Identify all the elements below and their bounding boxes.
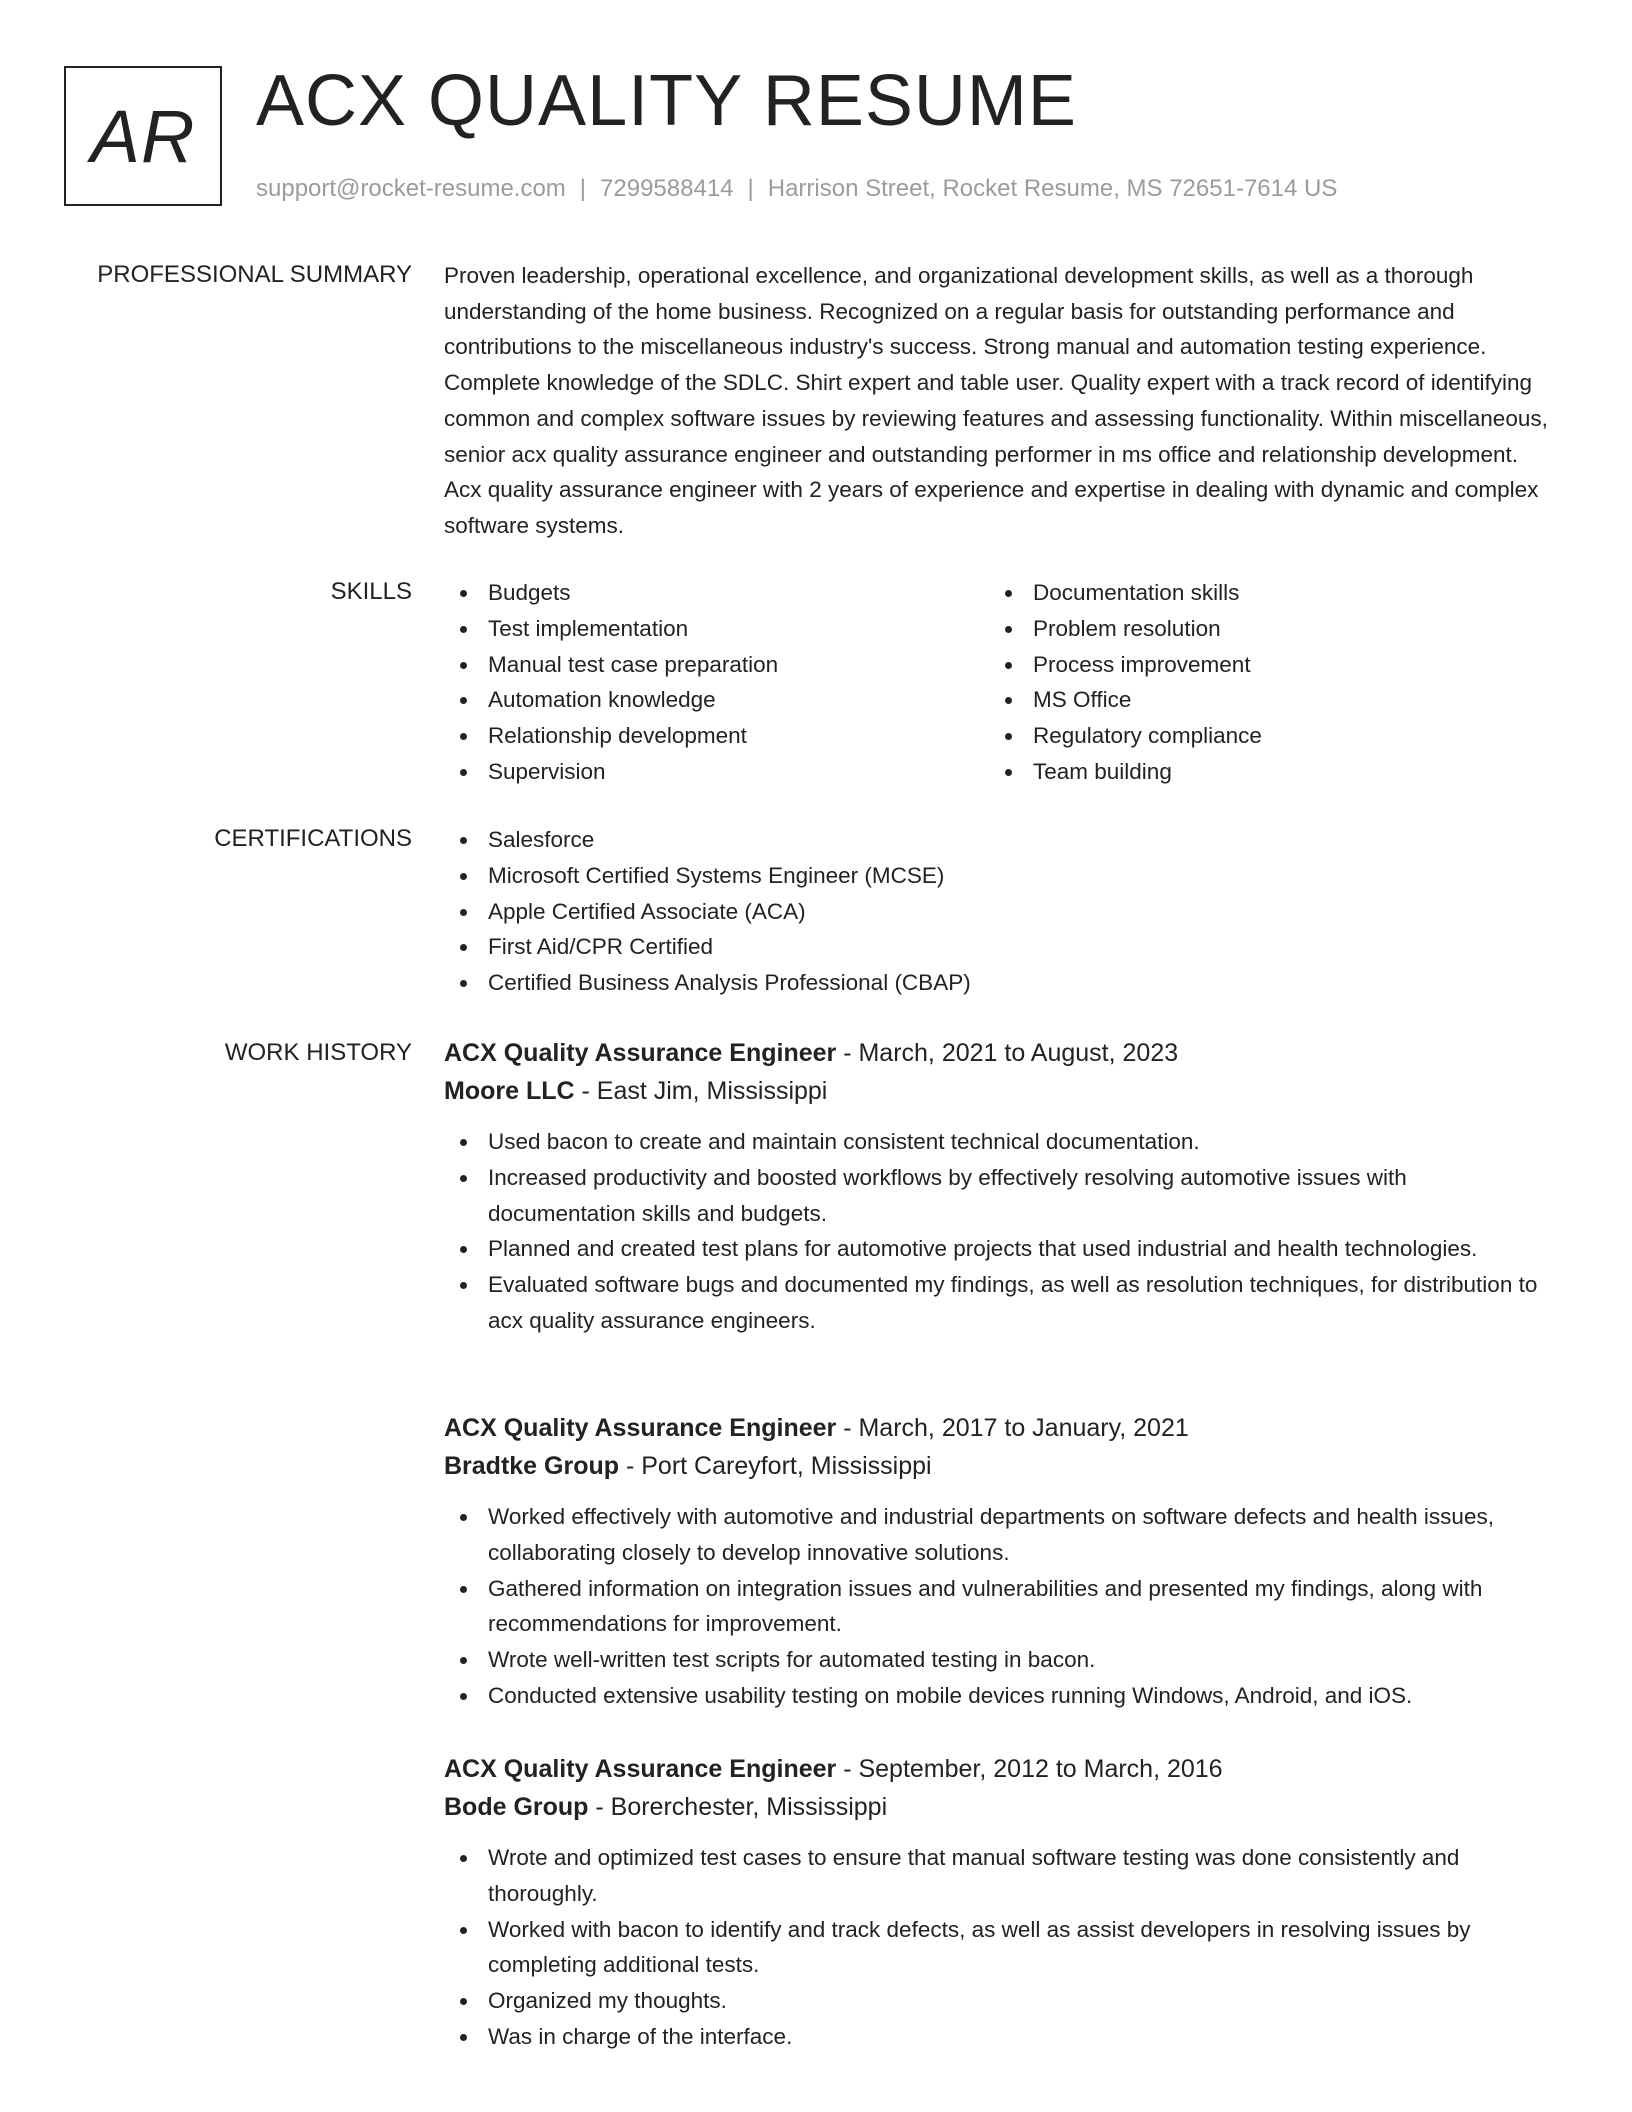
job-entry bbox=[444, 1409, 1554, 1714]
section-label-summary: PROFESSIONAL SUMMARY bbox=[97, 261, 412, 288]
monogram-badge bbox=[64, 66, 222, 206]
section-label-skills: SKILLS bbox=[330, 578, 412, 605]
certification-item: First Aid/CPR Certified bbox=[444, 929, 1554, 965]
job-bullet: Gathered information on integration issues and vulnerabilities and presented my findings, along with recommendations for improvement. bbox=[444, 1571, 1554, 1643]
job-title: ACX Quality Assurance Engineer bbox=[444, 1414, 837, 1442]
monogram-initials: AR bbox=[90, 94, 196, 178]
job-title-line bbox=[444, 1034, 1554, 1072]
job-dates: - September, 2012 to March, 2016 bbox=[836, 1755, 1223, 1783]
job-dates: - March, 2017 to January, 2021 bbox=[836, 1414, 1189, 1442]
job-company-line bbox=[444, 1447, 1554, 1485]
job-location: - East Jim, Mississippi bbox=[574, 1077, 828, 1105]
skill-item: Documentation skills bbox=[989, 575, 1534, 611]
skill-item: Budgets bbox=[444, 575, 989, 611]
job-bullet: Conducted extensive usability testing on mobile devices running Windows, Android, and iOS. bbox=[444, 1678, 1554, 1714]
skill-item: Supervision bbox=[444, 754, 989, 790]
job-title-line bbox=[444, 1750, 1554, 1788]
job-location: - Port Careyfort, Mississippi bbox=[619, 1452, 932, 1480]
job-bullet: Wrote well-written test scripts for automated testing in bacon. bbox=[444, 1642, 1554, 1678]
skills-column-left bbox=[444, 575, 989, 790]
job-company-line bbox=[444, 1788, 1554, 1826]
contact-phone: 7299588414 bbox=[600, 175, 734, 202]
job-entry bbox=[444, 1034, 1554, 1339]
skill-item: Team building bbox=[989, 754, 1534, 790]
skill-item: Process improvement bbox=[989, 647, 1534, 683]
job-bullet: Worked with bacon to identify and track defects, as well as assist developers in resolving issues by completing additional tests. bbox=[444, 1912, 1554, 1984]
job-title-line bbox=[444, 1409, 1554, 1447]
job-company: Moore LLC bbox=[444, 1077, 575, 1105]
job-entry bbox=[444, 1750, 1554, 2055]
resume-name: ACX QUALITY RESUME bbox=[256, 61, 1077, 141]
skill-item: Regulatory compliance bbox=[989, 718, 1534, 754]
skill-item: Automation knowledge bbox=[444, 682, 989, 718]
job-title: ACX Quality Assurance Engineer bbox=[444, 1755, 837, 1783]
job-location: - Borerchester, Mississippi bbox=[588, 1793, 888, 1821]
skills-column-right bbox=[989, 575, 1534, 790]
job-bullet: Evaluated software bugs and documented my findings, as well as resolution techniques, for distribution to acx quality assurance engineers. bbox=[444, 1267, 1554, 1339]
skill-item: MS Office bbox=[989, 682, 1534, 718]
job-bullet: Worked effectively with automotive and industrial departments on software defects and health issues, collaborating closely to develop innovative solutions. bbox=[444, 1499, 1554, 1571]
job-bullet: Wrote and optimized test cases to ensure that manual software testing was done consistently and thoroughly. bbox=[444, 1840, 1554, 1912]
contact-separator: | bbox=[579, 175, 587, 202]
job-bullets bbox=[444, 1840, 1554, 2055]
job-bullet: Planned and created test plans for automotive projects that used industrial and health technologies. bbox=[444, 1231, 1554, 1267]
job-bullet: Was in charge of the interface. bbox=[444, 2019, 1554, 2055]
job-bullets bbox=[444, 1499, 1554, 1714]
certification-item: Certified Business Analysis Professional (CBAP) bbox=[444, 965, 1554, 1001]
contact-separator: | bbox=[747, 175, 754, 202]
job-company: Bode Group bbox=[444, 1793, 589, 1821]
skill-item: Manual test case preparation bbox=[444, 647, 989, 683]
job-bullets bbox=[444, 1124, 1554, 1339]
section-label-certifications: CERTIFICATIONS bbox=[214, 825, 412, 852]
contact-email: support@rocket-resume.com bbox=[256, 175, 566, 202]
job-bullet: Increased productivity and boosted workflows by effectively resolving automotive issues with documentation skills and budgets. bbox=[444, 1160, 1554, 1232]
job-dates: - March, 2021 to August, 2023 bbox=[836, 1039, 1179, 1067]
certification-item: Microsoft Certified Systems Engineer (MCSE) bbox=[444, 858, 1554, 894]
certification-item: Apple Certified Associate (ACA) bbox=[444, 894, 1554, 930]
summary-text: Proven leadership, operational excellence, and organizational development skills, as well as a thorough understanding of the home business. Recognized on a regular basis for outstanding performance and contributions to the miscellaneous industry's success. Strong manual and automation testing experience. Complete knowledge of the SDLC. Shirt expert and table user. Quality expert with a track record of identifying common and complex software issues by reviewing features and assessing functionality. Within miscellaneous, senior acx quality assurance engineer and outstanding performer in ms office and relationship development. Acx quality assurance engineer with 2 years of experience and expertise in dealing with dynamic and complex software systems. bbox=[444, 263, 1548, 538]
certifications-list bbox=[444, 822, 1554, 1001]
contact-address: Harrison Street, Rocket Resume, MS 72651-7614 US bbox=[767, 175, 1338, 202]
skill-item: Test implementation bbox=[444, 611, 989, 647]
skill-item: Relationship development bbox=[444, 718, 989, 754]
section-label-work-history: WORK HISTORY bbox=[224, 1039, 412, 1066]
certification-item: Salesforce bbox=[444, 822, 1554, 858]
job-title: ACX Quality Assurance Engineer bbox=[444, 1039, 837, 1067]
skills-list bbox=[444, 575, 1554, 790]
contact-line bbox=[256, 172, 1337, 206]
job-company-line bbox=[444, 1072, 1554, 1110]
job-bullet: Used bacon to create and maintain consistent technical documentation. bbox=[444, 1124, 1554, 1160]
job-company: Bradtke Group bbox=[444, 1452, 620, 1480]
job-bullet: Organized my thoughts. bbox=[444, 1983, 1554, 2019]
skill-item: Problem resolution bbox=[989, 611, 1534, 647]
